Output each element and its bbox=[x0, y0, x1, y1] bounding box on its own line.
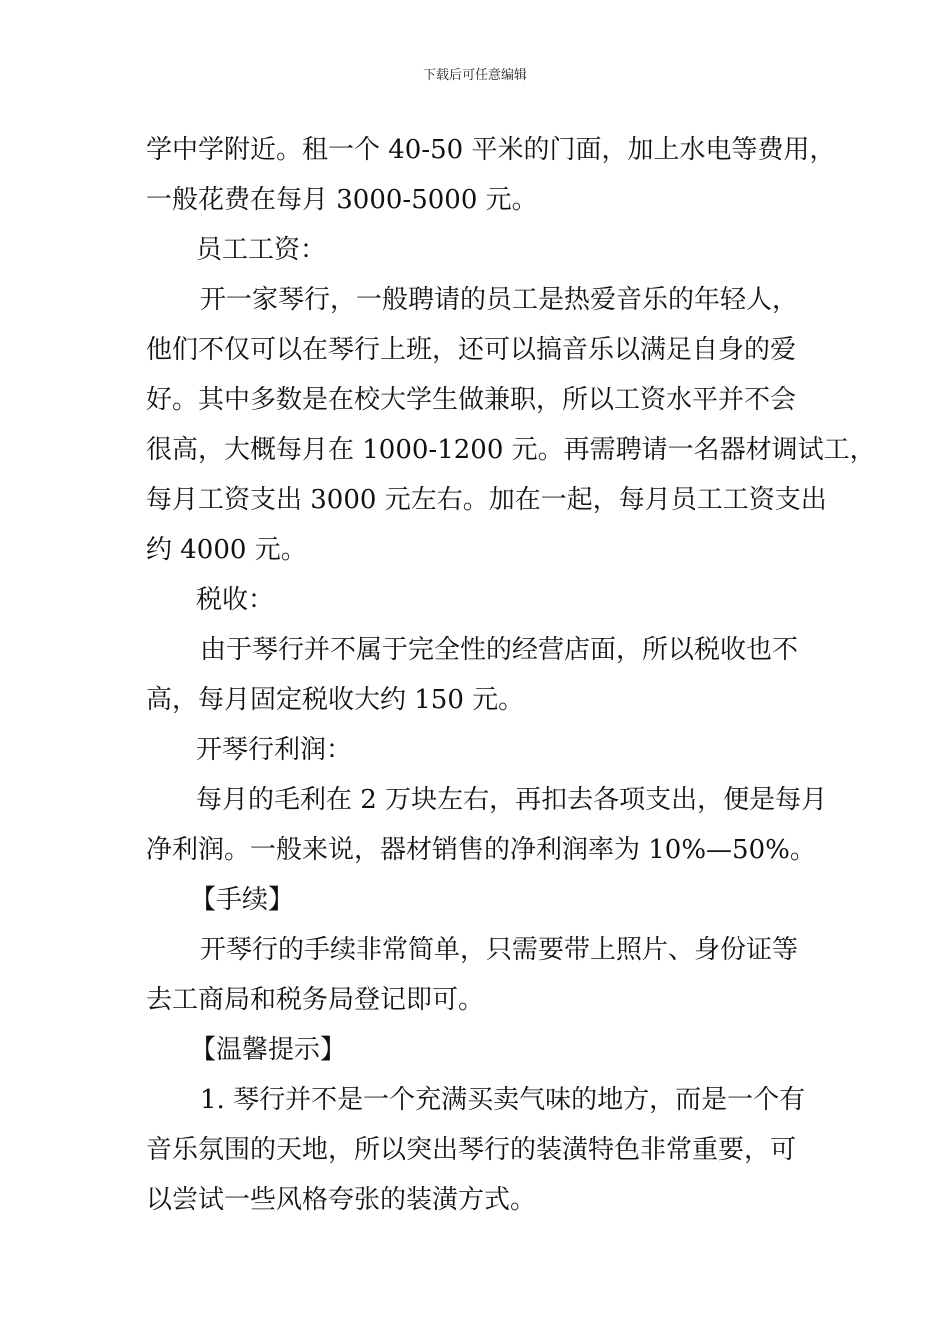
text-line: 开琴行的手续非常简单，只需要带上照片、身份证等 bbox=[200, 935, 799, 965]
text-line: 音乐氛围的天地，所以突出琴行的装潢特色非常重要，可 bbox=[146, 1135, 797, 1165]
text-line: 高，每月固定税收大约 150 元。 bbox=[146, 685, 525, 715]
text-line: 去工商局和税务局登记即可。 bbox=[146, 985, 485, 1015]
text-line: 净利润。一般来说，器材销售的净利润率为 10%—50%。 bbox=[146, 835, 816, 865]
text-line: 以尝试一些风格夸张的装潢方式。 bbox=[146, 1185, 537, 1215]
text-line: 学中学附近。租一个 40-50 平米的门面，加上水电等费用， bbox=[146, 135, 836, 165]
text-line: 一般花费在每月 3000-5000 元。 bbox=[146, 185, 538, 215]
text-line: 好。其中多数是在校大学生做兼职，所以工资水平并不会 bbox=[146, 385, 797, 415]
text-line: 开一家琴行，一般聘请的员工是热爱音乐的年轻人， bbox=[200, 285, 799, 315]
section-heading-profit: 开琴行利润： bbox=[196, 735, 353, 765]
section-heading-salary: 员工工资： bbox=[196, 235, 327, 265]
text-line: 每月工资支出 3000 元左右。加在一起，每月员工工资支出 bbox=[146, 485, 827, 515]
text-line: 他们不仅可以在琴行上班，还可以搞音乐以满足自身的爱 bbox=[146, 335, 797, 365]
text-line: 很高，大概每月在 1000-1200 元。再需聘请一名器材调试工， bbox=[146, 435, 876, 465]
text-line: 由于琴行并不属于完全性的经营店面，所以税收也不 bbox=[200, 635, 799, 665]
section-heading-tax: 税收： bbox=[196, 585, 275, 615]
text-line: 1. 琴行并不是一个充满买卖气味的地方，而是一个有 bbox=[200, 1085, 806, 1115]
section-heading-procedures: 【手续】 bbox=[190, 885, 295, 915]
section-heading-tips: 【温馨提示】 bbox=[190, 1035, 347, 1065]
text-line: 每月的毛利在 2 万块左右，再扣去各项支出，便是每月 bbox=[196, 785, 828, 815]
text-line: 约 4000 元。 bbox=[146, 535, 307, 565]
page-header: 下载后可任意编辑 bbox=[422, 68, 527, 83]
